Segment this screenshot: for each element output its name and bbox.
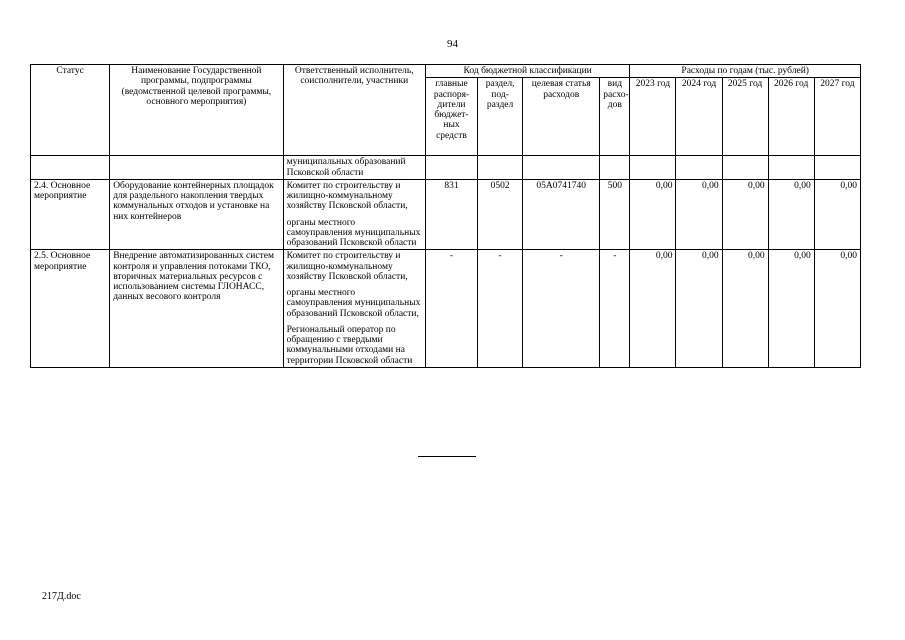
- cell-section: 0502: [478, 179, 523, 250]
- col-header-grbs: главные распоря-дители бюджет-ных средств: [425, 78, 477, 156]
- table-row: [31, 250, 861, 368]
- col-header-year-2024: 2024 год: [676, 78, 722, 156]
- cell-executors: [283, 179, 425, 250]
- cell-value-2024: 0,00: [676, 179, 722, 250]
- cell-target: -: [523, 250, 600, 368]
- table-row-continuation: [31, 156, 861, 180]
- cell-executors: [283, 250, 425, 368]
- cell-section: -: [478, 250, 523, 368]
- cell-value-2025: 0,00: [722, 250, 768, 368]
- cell-status: 2.4. Основное мероприятие: [31, 179, 110, 250]
- table-row: [31, 179, 861, 250]
- end-divider: [418, 456, 476, 457]
- cell-value-2025: 0,00: [722, 179, 768, 250]
- col-header-year-2023: 2023 год: [630, 78, 676, 156]
- cell-grbs: 831: [425, 179, 477, 250]
- cell-value-2026: 0,00: [768, 179, 814, 250]
- col-header-expenses: Расходы по годам (тыс. рублей): [630, 65, 861, 78]
- col-header-year-2026: 2026 год: [768, 78, 814, 156]
- executor-entry: Комитет по строительству и жилищно-коммунальному хозяйству Псковской области,: [286, 251, 408, 282]
- col-header-section: раздел, под-раздел: [478, 78, 523, 156]
- cell-expense-type: -: [600, 250, 630, 368]
- cell-value-2023: 0,00: [630, 250, 676, 368]
- cell-grbs: -: [425, 250, 477, 368]
- col-header-executor: Ответственный исполнитель, соисполнители, участники: [283, 65, 425, 156]
- executor-entry: Комитет по строительству и жилищно-коммунальному хозяйству Псковской области,: [286, 180, 408, 212]
- col-header-target: целевая статья расходов: [523, 78, 600, 156]
- col-header-year-2027: 2027 год: [814, 78, 860, 156]
- cell-name: Внедрение автоматизированных систем контроля и управления потоками ТКО, вторичных материальных ресурсов с использованием системы ГЛОНАСС, данных весового контроля: [110, 250, 283, 368]
- cell-target: 05А0741740: [523, 179, 600, 250]
- executor-entry: Региональный оператор по обращению с твердыми коммунальными отходами на территории Псковской области: [286, 324, 413, 366]
- col-header-budget-code: Код бюджетной классификации: [425, 65, 629, 78]
- cell-status: [31, 156, 110, 180]
- cell-value-2024: 0,00: [676, 250, 722, 368]
- cell-name: [110, 156, 283, 180]
- scan-noise: [0, 634, 905, 638]
- col-header-year-2025: 2025 год: [722, 78, 768, 156]
- cell-status: 2.5. Основное мероприятие: [31, 250, 110, 368]
- cell-executor: муниципальных образований Псковской области: [283, 156, 425, 180]
- cell-value-2023: 0,00: [630, 179, 676, 250]
- col-header-program-name: Наименование Государственной программы, подпрограммы (ведомственной целевой программы, основного мероприятия): [110, 65, 283, 156]
- col-header-expense-type: вид расхо-дов: [600, 78, 630, 156]
- budget-table: [30, 64, 861, 368]
- col-header-status: Статус: [31, 65, 110, 156]
- header-row-1: [31, 65, 861, 78]
- cell-value-2027: 0,00: [814, 179, 860, 250]
- page-number: 94: [447, 38, 458, 50]
- cell-expense-type: 500: [600, 179, 630, 250]
- cell-name: Оборудование контейнерных площадок для раздельного накопления твердых коммунальных отходов и установке на них контейнеров: [110, 179, 283, 250]
- cell-value-2026: 0,00: [768, 250, 814, 368]
- executor-entry: органы местного самоуправления муниципальных образований Псковской области,: [286, 288, 421, 319]
- executor-entry: органы местного самоуправления муниципальных образований Псковской области: [286, 217, 421, 248]
- cell-value-2027: 0,00: [814, 250, 860, 368]
- footer-filename: 217Д.doc: [42, 591, 81, 602]
